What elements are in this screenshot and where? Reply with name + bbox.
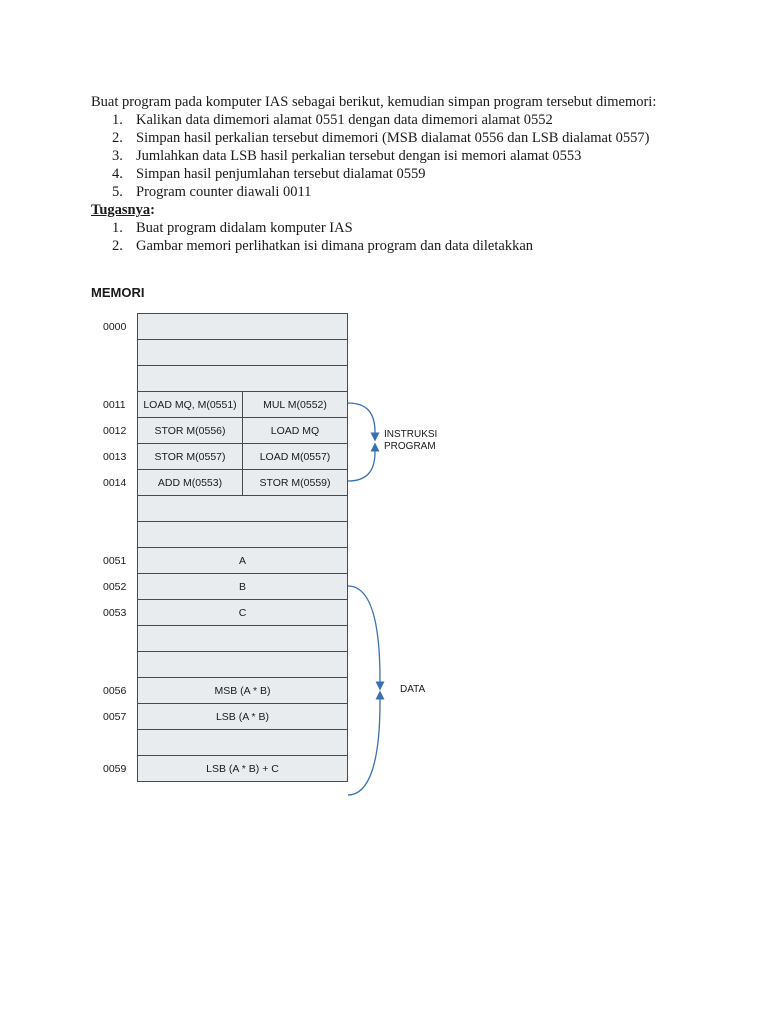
memory-address: 0051 (103, 555, 127, 567)
program-label-line: PROGRAM (384, 441, 436, 452)
memory-address: 0013 (103, 451, 127, 463)
memory-cell: C (137, 599, 348, 626)
step-item: 2. Simpan hasil perkalian tersebut dimemori (MSB dialamat 0556 dan LSB dialamat 0557) (112, 130, 650, 146)
data-brace-lower (348, 695, 380, 795)
memory-cell: B (137, 573, 348, 600)
memory-cell-right-instruction: MUL M(0552) (242, 391, 348, 418)
step-item: 4. Simpan hasil penjumlahan tersebut dialamat 0559 (112, 166, 426, 182)
step-text: Kalikan data dimemori alamat 0551 dengan data dimemori alamat 0552 (136, 112, 553, 128)
step-text: Jumlahkan data LSB hasil perkalian tersebut dengan isi memori alamat 0553 (136, 148, 582, 164)
data-brace-upper (348, 586, 380, 686)
memory-cell: LSB (A * B) (137, 703, 348, 730)
instruction-brace-lower (348, 447, 375, 481)
data-label: DATA (400, 684, 426, 695)
memory-address: 0011 (103, 399, 126, 411)
step-text: Program counter diawali 0011 (136, 184, 312, 200)
memory-cell: A (137, 547, 348, 574)
step-item: 3. Jumlahkan data LSB hasil perkalian tersebut dengan isi memori alamat 0553 (112, 148, 582, 164)
memory-address: 0053 (103, 607, 127, 619)
step-item: 1. Kalikan data dimemori alamat 0551 dengan data dimemori alamat 0552 (112, 112, 553, 128)
step-item: 5. Program counter diawali 0011 (112, 184, 312, 200)
step-text: Simpan hasil penjumlahan tersebut dialamat 0559 (136, 166, 426, 182)
memory-cell: LSB (A * B) + C (137, 755, 348, 782)
task-item: 2. Gambar memori perlihatkan isi dimana program dan data diletakkan (112, 238, 534, 254)
task-text: Gambar memori perlihatkan isi dimana program dan data diletakkan (136, 238, 534, 254)
instruksi-label-line: INSTRUKSI (384, 429, 438, 440)
memory-cell-right-instruction: STOR M(0559) (242, 469, 348, 496)
task-text: Buat program didalam komputer IAS (136, 220, 353, 236)
memory-cell-left-instruction: LOAD MQ, M(0551) (137, 391, 243, 418)
tasks-heading: Tugasnya (91, 202, 151, 218)
memory-cell-left-instruction: ADD M(0553) (137, 469, 243, 496)
memory-cell-left-instruction: STOR M(0556) (137, 417, 243, 444)
memory-cell-left-instruction: STOR M(0557) (137, 443, 243, 470)
memory-address: 0052 (103, 581, 127, 593)
instruksi-label (384, 429, 437, 453)
instruction-brace-upper (348, 403, 375, 437)
memory-cell-right-instruction: LOAD MQ (242, 417, 348, 444)
task-item: 1. Buat program didalam komputer IAS (112, 220, 353, 236)
memory-address: 0059 (103, 763, 127, 775)
memory-cell-right-instruction: LOAD M(0557) (242, 443, 348, 470)
intro-lead: Buat program pada komputer IAS sebagai berikut, kemudian simpan program tersebut dimemori: (91, 94, 657, 110)
memory-address: 0014 (103, 477, 127, 489)
memory-address: 0057 (103, 711, 127, 723)
step-text: Simpan hasil perkalian tersebut dimemori (MSB dialamat 0556 dan LSB dialamat 0557) (136, 130, 650, 146)
memory-address: 0056 (103, 685, 127, 697)
tasks-heading-colon: : (150, 202, 155, 218)
memory-title: MEMORI (91, 285, 145, 300)
memory-address: 0012 (103, 425, 127, 437)
memory-address: 0000 (103, 321, 127, 333)
memory-cell: MSB (A * B) (137, 677, 348, 704)
